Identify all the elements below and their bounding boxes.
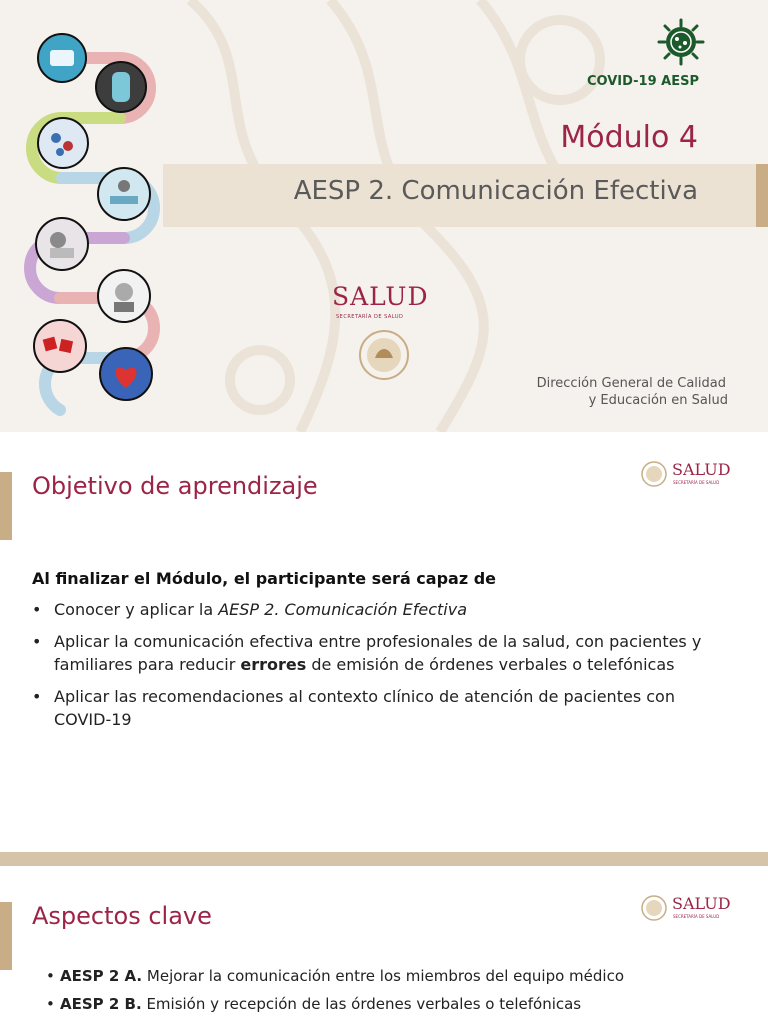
medical-photo-icon	[96, 268, 152, 324]
objective-heading: Objetivo de aprendizaje	[32, 472, 318, 500]
slide-divider	[0, 852, 768, 866]
medical-photo-icon	[32, 318, 88, 374]
salud-logo-subtext: SECRETARÍA DE SALUD	[673, 480, 720, 485]
salud-logo	[640, 458, 740, 492]
title-band-accent	[756, 164, 768, 227]
key-aspects-heading: Aspectos clave	[32, 902, 212, 930]
covid-virus-icon	[657, 18, 705, 66]
salud-logo-text: SALUD	[332, 282, 429, 311]
list-item: • Aplicar las recomendaciones al contexto clínico de atención de pacientes con COVID-19	[32, 685, 732, 731]
mexico-seal-icon	[640, 460, 668, 488]
list-item: • Aplicar la comunicación efectiva entre profesionales de la salud, con pacientes y familiares para reducir errores de emisión de órdenes verbales o telefónicas	[32, 630, 732, 676]
salud-logo-text: SALUD	[672, 460, 731, 479]
list-item: • AESP 2 B. Emisión y recepción de las órdenes verbales o telefónicas	[46, 990, 756, 1018]
heading-accent-bar	[0, 902, 12, 970]
medical-photo-icon	[94, 60, 148, 114]
medical-photo-icon	[36, 116, 90, 170]
covid-label: COVID-19 AESP	[586, 74, 699, 89]
salud-logo-text: SALUD	[672, 894, 731, 913]
module-number: Módulo 4	[560, 120, 698, 155]
salud-logo-subtext: SECRETARÍA DE SALUD	[336, 314, 404, 320]
department-line-1: Dirección General de Calidad	[536, 376, 726, 391]
salud-logo	[640, 892, 740, 926]
list-item: • Conocer y aplicar la AESP 2. Comunicación Efectiva	[32, 598, 732, 621]
module-title: AESP 2. Comunicación Efectiva	[293, 176, 698, 206]
department-line-2: y Educación en Salud	[588, 393, 728, 408]
objective-list	[32, 598, 732, 740]
mexico-seal-icon	[640, 894, 668, 922]
list-item: • AESP 2 A. Mejorar la comunicación entre los miembros del equipo médico	[46, 962, 756, 990]
objective-slide	[0, 432, 768, 852]
medical-photo-icon	[34, 216, 90, 272]
cover-slide	[0, 0, 768, 432]
key-aspects-slide	[0, 866, 768, 1024]
medical-photo-icon	[98, 346, 154, 402]
key-aspects-list	[46, 962, 756, 1018]
medical-photo-icon	[36, 32, 88, 84]
heading-accent-bar	[0, 472, 12, 540]
mexico-seal-icon	[357, 328, 411, 382]
medical-photo-icon	[96, 166, 152, 222]
objective-lead: Al finalizar el Módulo, el participante será capaz de	[32, 569, 497, 588]
salud-logo-subtext: SECRETARÍA DE SALUD	[673, 914, 720, 919]
